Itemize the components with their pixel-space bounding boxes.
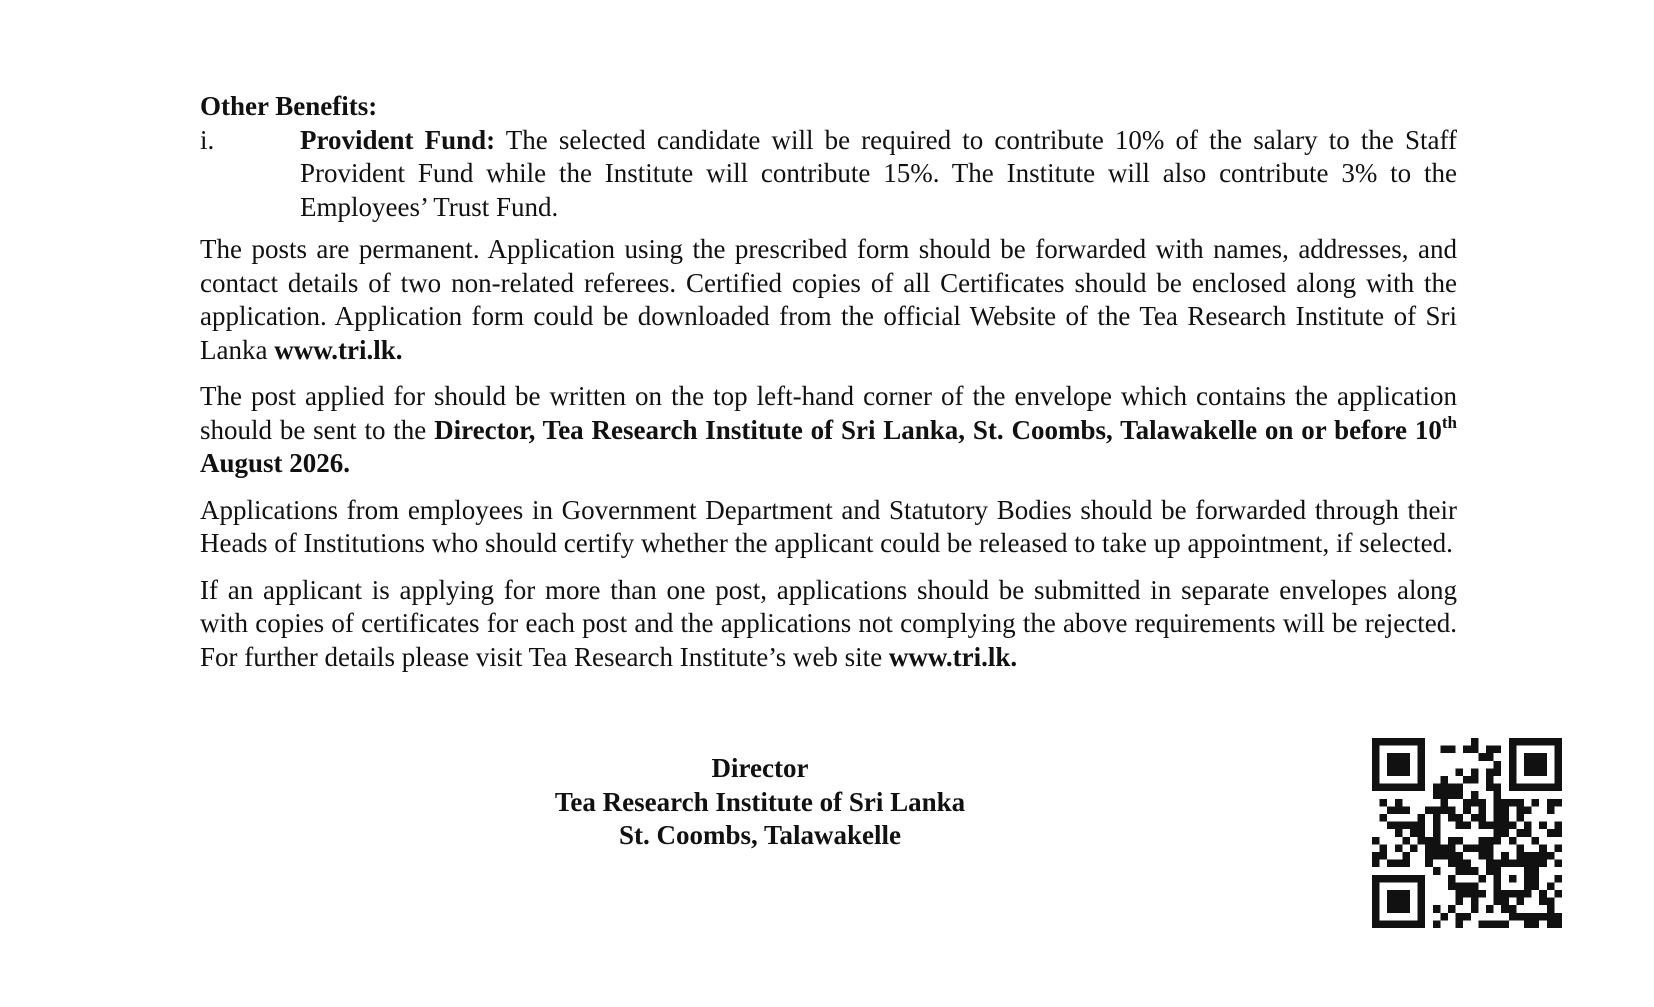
- paragraph-multiple-posts: [200, 574, 1457, 675]
- signature-title: Director: [711, 753, 809, 783]
- paragraph-application-info: [200, 233, 1457, 367]
- website-link[interactable]: www.tri.lk.: [888, 641, 1018, 672]
- section-heading: Other Benefits:: [200, 91, 378, 121]
- deadline-date: August 2026.: [200, 448, 351, 478]
- date-ordinal-suffix: th: [1441, 412, 1457, 432]
- signature-location: St. Coombs, Talawakelle: [618, 820, 902, 850]
- website-link[interactable]: www.tri.lk.: [274, 334, 403, 365]
- qr-code-icon: [1372, 738, 1562, 928]
- paragraph-submission-address: [200, 380, 1457, 481]
- list-marker: i.: [200, 124, 215, 155]
- paragraph-government-employees: Applications from employees in Government Department and Statutory Bodies should be forwarded through their Heads of Institutions who should certify whether the applicant could be released to take up appointment, if selected.: [200, 494, 1457, 558]
- list-item-title: Provident Fund:: [300, 124, 496, 155]
- paragraph-text: The posts are permanent. Application using the prescribed form should be forwarded with names, addresses, and contact details of two non-related referees. Certified copies of all Certificates should be enclosed along with the application. Application form could be downloaded from the official Website of the Tea Research Institute of Sri Lanka: [200, 234, 1457, 365]
- paragraph-text: If an applicant is applying for more than one post, applications should be submitted in separate envelopes along with copies of certificates for each post and the applications not complying the above requirements will be rejected. For further details please visit Tea Research Institute’s web site: [200, 574, 1457, 672]
- signature-organization: Tea Research Institute of Sri Lanka: [554, 786, 966, 817]
- list-item-provident-fund: [200, 124, 1457, 225]
- address-deadline-text: Director, Tea Research Institute of Sri Lanka, St. Coombs, Talawakelle on or before 10: [434, 414, 1442, 445]
- document-body: [200, 90, 1457, 687]
- paragraph-text: The post applied for should be written on the top left-hand corner of the envelope which contains the application should be sent to the: [200, 381, 1457, 445]
- signature-block: [380, 752, 1140, 853]
- list-item-text: The selected candidate will be required to contribute 10% of the salary to the Staff Provident Fund while the Institute will contribute 15%. The Institute will also contribute 3% to the Employees’ Trust Fund.: [300, 124, 1457, 222]
- list-item-body: [300, 124, 1457, 225]
